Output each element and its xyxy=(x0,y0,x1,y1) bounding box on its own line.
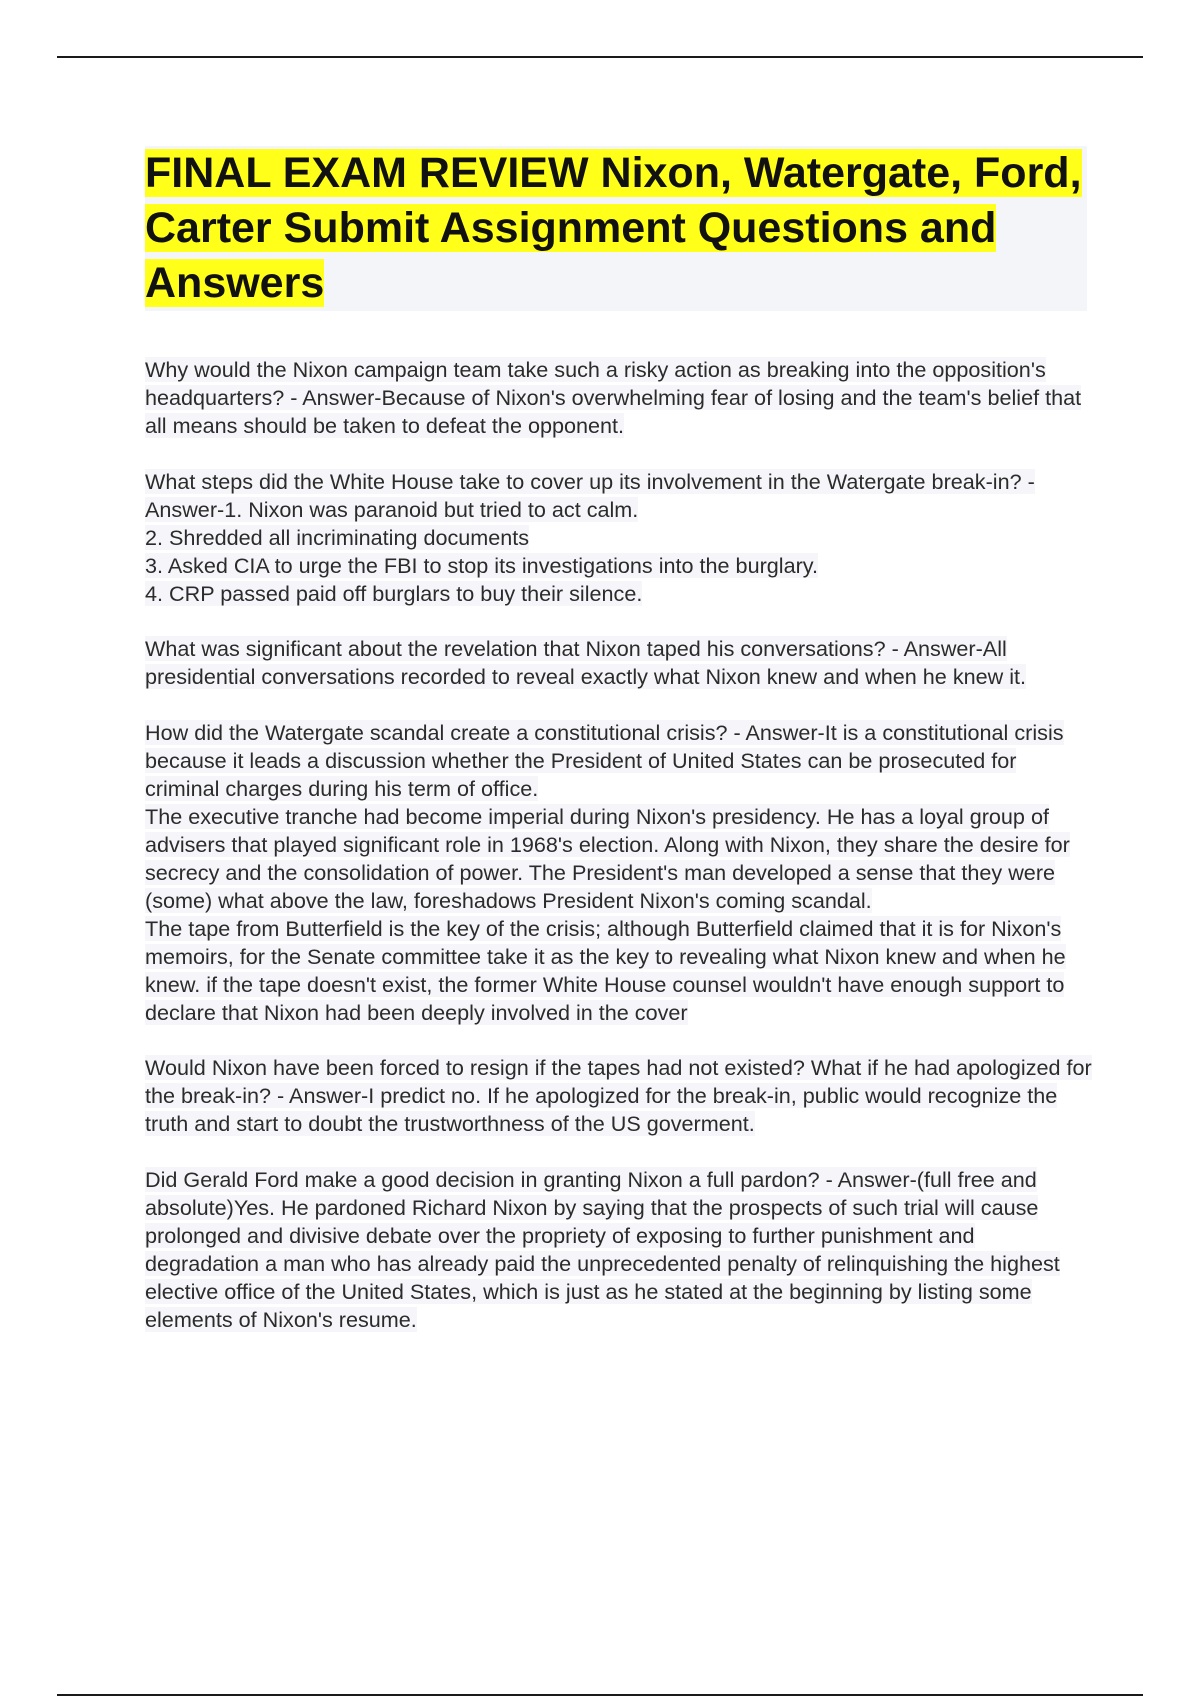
qa-item xyxy=(145,635,1093,691)
qa-item xyxy=(145,1054,1093,1138)
qa-item xyxy=(145,1166,1093,1334)
bottom-rule xyxy=(57,1694,1143,1696)
title-block xyxy=(145,146,1087,311)
qa-item xyxy=(145,468,1093,608)
qa-item-text: What was significant about the revelation that Nixon taped his conversations? - Answer-All presidential conversations recorded to reveal exactly what Nixon knew and when he knew it. xyxy=(145,636,1027,689)
document-title xyxy=(145,146,1087,311)
qa-item-text: What steps did the White House take to cover up its involvement in the Watergate break-in? - Answer-1. Nixon was paranoid but tried to act calm. 2. Shredded all incriminating documents 3. Asked CIA to urge the FBI to stop its investigations into the burglary. 4. CRP passed paid off burglars to buy their silence. xyxy=(145,468,1035,606)
qa-item xyxy=(145,719,1093,1027)
title-highlight: FINAL EXAM REVIEW Nixon, Watergate, Ford, Carter Submit Assignment Questions and Answers xyxy=(145,149,1082,307)
qa-item-text: Would Nixon have been forced to resign if the tapes had not existed? What if he had apologized for the break-in? - Answer-I predict no. If he apologized for the break-in, public would recognize the truth and start to doubt the trustworthness of the US goverment. xyxy=(145,1055,1092,1136)
qa-list xyxy=(145,356,1093,1361)
top-rule xyxy=(57,56,1143,58)
qa-item-text: Why would the Nixon campaign team take such a risky action as breaking into the opposition's headquarters? - Answer-Because of Nixon's overwhelming fear of losing and the team's belief that all means should be taken to defeat the opponent. xyxy=(145,357,1082,438)
qa-item xyxy=(145,356,1093,440)
qa-item-text: How did the Watergate scandal create a constitutional crisis? - Answer-It is a constitutional crisis because it leads a discussion whether the President of United States can be prosecuted for criminal charges during his term of office. The executive tranche had become imperial during Nixon's presidency. He has a loyal group of advisers that played significant role in 1968's election. Along with Nixon, they share the desire for secrecy and the consolidation of power. The President's man developed a sense that they were (some) what above the law, foreshadows President Nixon's coming scandal. The tape from Butterfield is the key of the crisis; although Butterfield claimed that it is for Nixon's memoirs, for the Senate committee take it as the key to revealing what Nixon knew and when he knew. if the tape doesn't exist, the former White House counsel wouldn't have enough support to declare that Nixon had been deeply involved in the cover xyxy=(145,719,1070,1025)
qa-item-text: Did Gerald Ford make a good decision in granting Nixon a full pardon? - Answer-(full free and absolute)Yes. He pardoned Richard Nixon by saying that the prospects of such trial will cause prolonged and divisive debate over the propriety of exposing to further punishment and degradation a man who has already paid the unprecedented penalty of relinquishing the highest elective office of the United States, which is just as he stated at the beginning by listing some elements of Nixon's resume. xyxy=(145,1166,1060,1332)
